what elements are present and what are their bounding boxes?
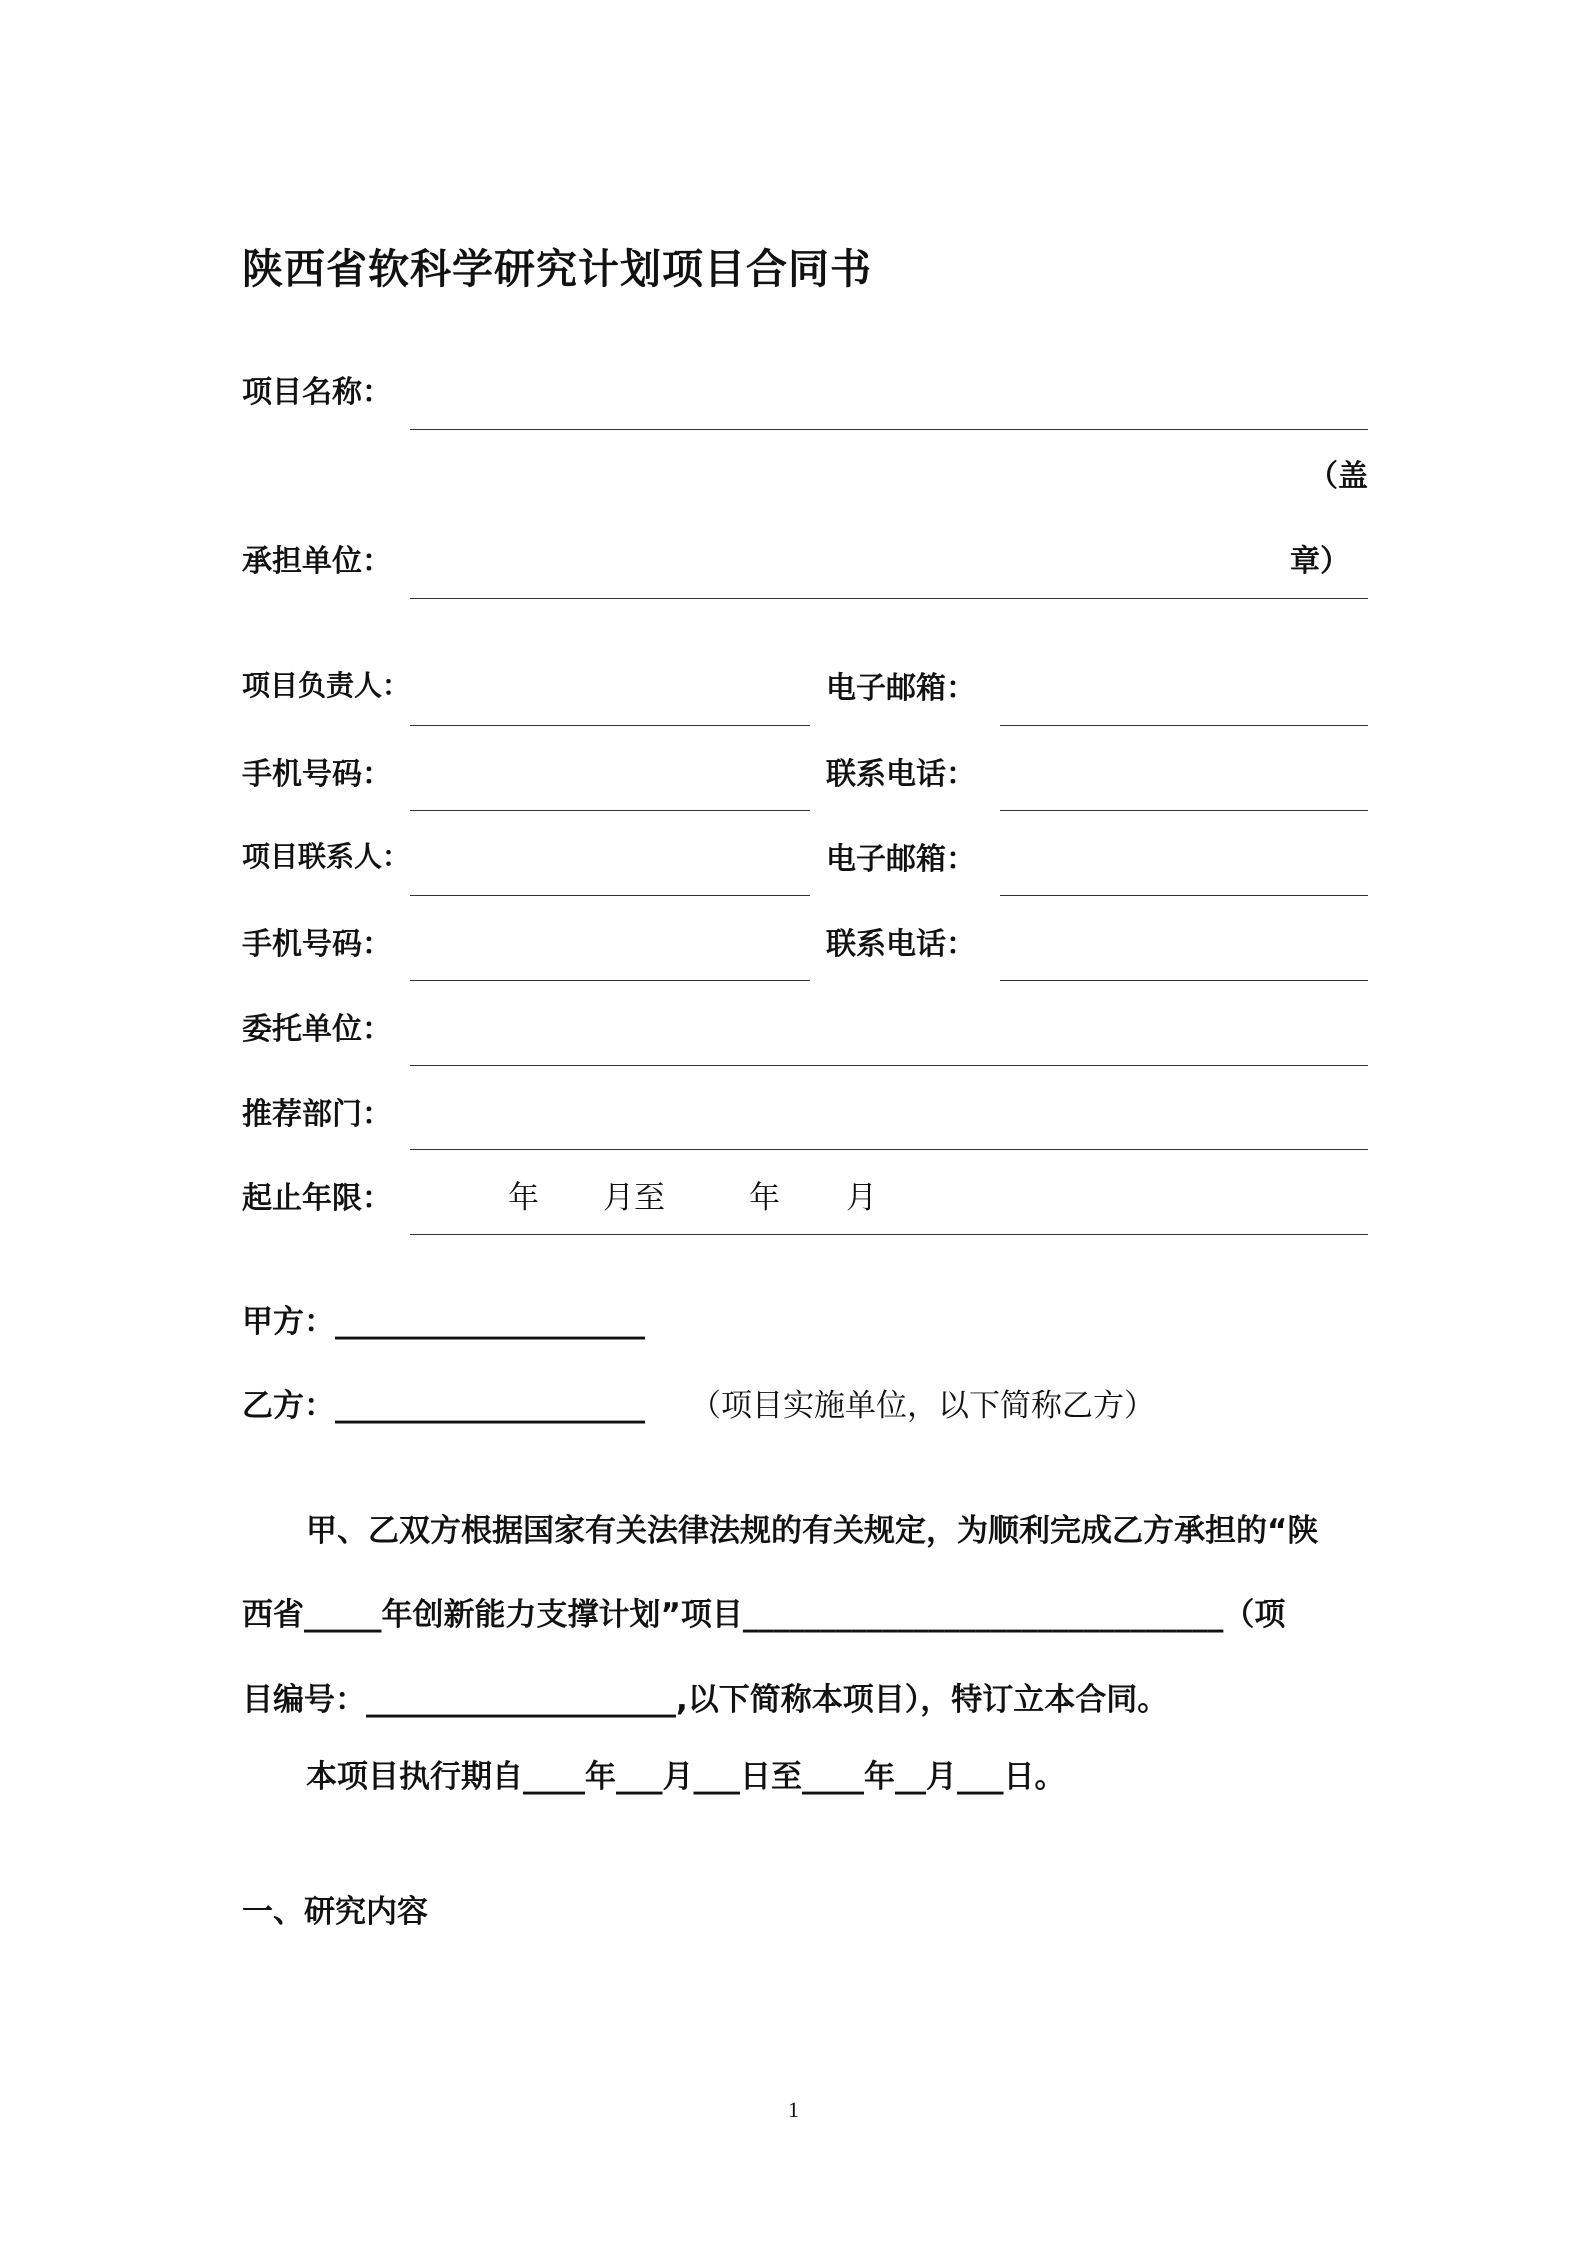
period-year-1: 年 [508, 1180, 539, 1216]
email-field-1[interactable] [1000, 725, 1368, 726]
period-year-2: 年 [749, 1180, 780, 1216]
agreement-line-2: 西省_____年创新能力支撑计划”项目_______________________________（项 [242, 1597, 1286, 1633]
phone-label-1: 联系电话： [826, 757, 976, 792]
section-heading-research-content: 一、研究内容 [242, 1894, 428, 1930]
phone-label-2: 联系电话： [826, 927, 976, 962]
project-name-label: 项目名称： [242, 375, 392, 410]
agreement-line-4: 本项目执行期自____年___月___日至____年__月___日。 [306, 1759, 1066, 1795]
project-name-field[interactable] [410, 429, 1368, 430]
mobile-label-1: 手机号码： [242, 757, 392, 792]
phone-field-2[interactable] [1000, 980, 1368, 981]
document-title: 陕西省软科学研究计划项目合同书 [242, 245, 872, 293]
mobile-field-1[interactable] [410, 810, 810, 811]
project-leader-field[interactable] [410, 725, 810, 726]
recommending-dept-label: 推荐部门： [242, 1097, 392, 1132]
period-field[interactable] [410, 1234, 1368, 1235]
email-label-1: 电子邮箱： [826, 671, 976, 706]
agreement-line-1: 甲、乙双方根据国家有关法律法规的有关规定，为顺利完成乙方承担的“陕 [306, 1513, 1319, 1549]
party-b-note: （项目实施单位，以下简称乙方） [690, 1388, 1155, 1424]
mobile-label-2: 手机号码： [242, 927, 392, 962]
undertaker-field[interactable] [410, 598, 1368, 599]
email-label-2: 电子邮箱： [826, 842, 976, 877]
phone-field-1[interactable] [1000, 810, 1368, 811]
agreement-line-3: 目编号：____________________,以下简称本项目），特订立本合同。 [242, 1682, 1169, 1718]
undertaker-label: 承担单位： [242, 544, 392, 579]
entrusting-unit-label: 委托单位： [242, 1012, 392, 1047]
period-label: 起止年限： [242, 1181, 392, 1216]
email-field-2[interactable] [1000, 895, 1368, 896]
period-month-2: 月 [846, 1180, 877, 1216]
seal-note-close: 章） [1290, 544, 1350, 579]
page-number: 1 [788, 2097, 799, 2122]
seal-note-open: （盖 [1308, 459, 1368, 494]
project-contact-field[interactable] [410, 895, 810, 896]
project-contact-label: 项目联系人： [242, 840, 411, 873]
entrusting-unit-field[interactable] [410, 1065, 1368, 1066]
period-month-to: 月至 [603, 1180, 665, 1216]
project-leader-label: 项目负责人： [242, 669, 411, 702]
party-b-line: 乙方：____________________ [242, 1388, 645, 1424]
mobile-field-2[interactable] [410, 980, 810, 981]
party-a-line: 甲方：____________________ [242, 1304, 645, 1340]
recommending-dept-field[interactable] [410, 1149, 1368, 1150]
